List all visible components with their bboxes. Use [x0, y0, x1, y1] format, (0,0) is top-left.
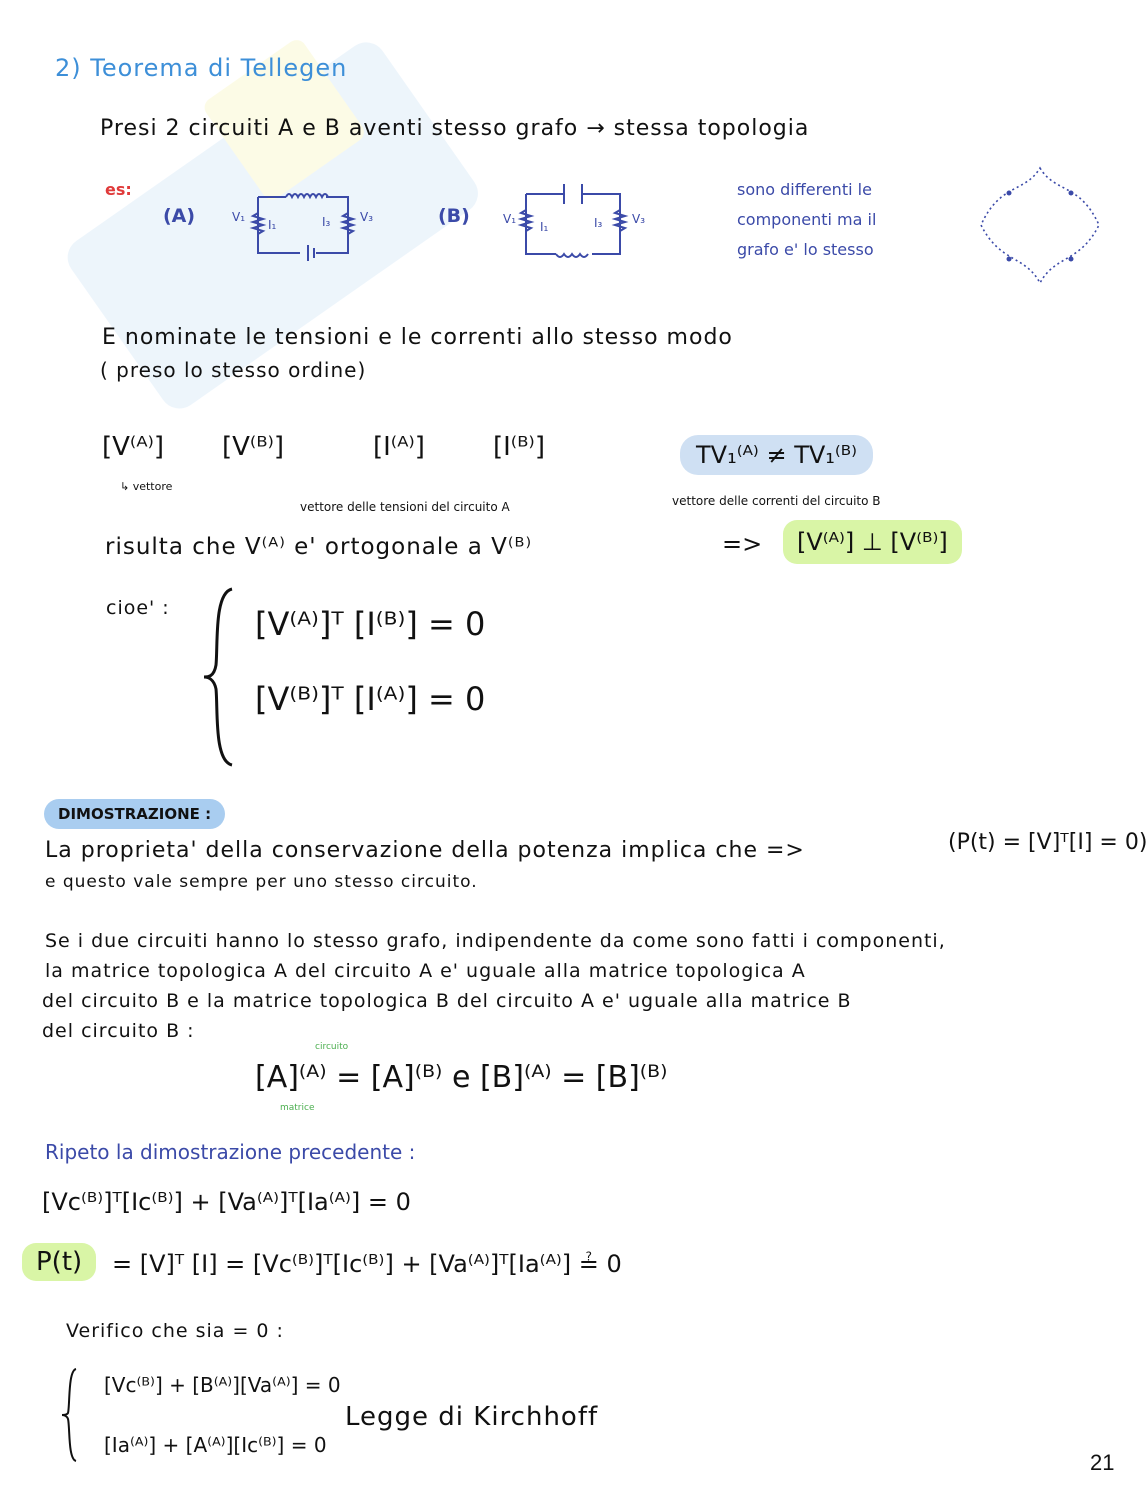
circuit-b-label: (B) [438, 205, 470, 227]
vector-va: [V⁽ᴬ⁾] [102, 432, 165, 462]
proof-line-1: La proprieta' della conservazione della potenza implica che => [45, 838, 805, 863]
power-eq-4: = [V]ᵀ [I] = [Vc⁽ᴮ⁾]ᵀ[Ic⁽ᴮ⁾] + [Va⁽ᴬ⁾]ᵀ[Ia⁽ᴬ⁾] ≟ 0 [112, 1250, 622, 1278]
section-title: 2) Teorema di Tellegen [55, 54, 348, 82]
circuit-a-diagram [228, 185, 378, 265]
proof-line-2: e questo vale sempre per uno stesso circuito. [45, 872, 478, 892]
proof-badge: DIMOSTRAZIONE : [44, 799, 225, 829]
circuit-b-diagram [500, 180, 650, 265]
example-label: es: [105, 180, 132, 199]
naming-line-1: E nominate le tensioni e le correnti allo stesso modo [102, 325, 733, 350]
proof-para-1: Se i due circuiti hanno lo stesso grafo, indipendente da come sono fatti i componenti, [45, 930, 946, 952]
naming-line-2: ( preso lo stesso ordine) [100, 358, 367, 382]
orthogonal-statement: risulta che V⁽ᴬ⁾ e' ortogonale a V⁽ᴮ⁾ [105, 534, 533, 560]
proof-para-3: del circuito B e la matrice topologica B del circuito A e' uguale alla matrice B [42, 990, 852, 1012]
kirchhoff-eq-1: [Vc⁽ᴮ⁾] + [B⁽ᴬ⁾][Va⁽ᴬ⁾] = 0 [104, 1373, 341, 1397]
vettore-note-text: vettore [132, 480, 173, 493]
annot-circuito: circuito [315, 1042, 349, 1052]
matrix-equality: [A]⁽ᴬ⁾ = [A]⁽ᴮ⁾ e [B]⁽ᴬ⁾ = [B]⁽ᴮ⁾ [255, 1060, 668, 1095]
i1-label-b: I₁ [540, 220, 549, 234]
verify-line: Verifico che sia = 0 : [66, 1320, 284, 1342]
v3-label-b: V₃ [632, 212, 646, 226]
kirchhoff-label: Legge di Kirchhoff [345, 1402, 599, 1432]
graph-shape [975, 163, 1105, 288]
circuit-a-label: (A) [163, 205, 196, 227]
proof-para-2: la matrice topologica A del circuito A e' uguale alla matrice topologica A [45, 960, 806, 982]
example-note-1: sono differenti le [737, 180, 872, 199]
i3-label-b: I₃ [594, 216, 603, 230]
orthogonal-result: [V⁽ᴬ⁾] ⊥ [V⁽ᴮ⁾] [783, 520, 962, 564]
kirchhoff-eq-2: [Ia⁽ᴬ⁾] + [A⁽ᴬ⁾][Ic⁽ᴮ⁾] = 0 [104, 1433, 327, 1457]
v1-label-b: V₁ [503, 212, 517, 226]
proof-para-4: del circuito B : [42, 1020, 195, 1042]
cioe-label: cioe' : [106, 597, 170, 619]
example-note-2: componenti ma il [737, 210, 877, 229]
intro-line: Presi 2 circuiti A e B aventi stesso grafo → stessa topologia [100, 116, 810, 141]
brace-kirchhoff [60, 1365, 80, 1465]
repeat-line: Ripeto la dimostrazione precedente : [45, 1140, 416, 1164]
note-current-vector: vettore delle correnti del circuito B [672, 494, 881, 508]
vector-vb: [V⁽ᴮ⁾] [222, 432, 285, 462]
page-number: 21 [1090, 1450, 1115, 1475]
power-formula: (P(t) = [V]ᵀ[I] = 0) [948, 830, 1148, 855]
tellegen-eq-1: [V⁽ᴬ⁾]ᵀ [I⁽ᴮ⁾] = 0 [255, 605, 486, 643]
annot-matrice: matrice [280, 1103, 315, 1113]
vector-ia: [I⁽ᴬ⁾] [373, 432, 425, 462]
v1-label-a: V₁ [232, 210, 246, 224]
i1-label-a: I₁ [268, 218, 277, 232]
inequality-highlight: TV₁⁽ᴬ⁾ ≠ TV₁⁽ᴮ⁾ [680, 435, 873, 475]
implies-arrow: => [722, 530, 763, 558]
brace-symbol [200, 585, 240, 770]
example-note-3: grafo e' lo stesso [737, 240, 874, 259]
tellegen-eq-2: [V⁽ᴮ⁾]ᵀ [I⁽ᴬ⁾] = 0 [255, 680, 486, 718]
power-eq-3: [Vc⁽ᴮ⁾]ᵀ[Ic⁽ᴮ⁾] + [Va⁽ᴬ⁾]ᵀ[Ia⁽ᴬ⁾] = 0 [42, 1188, 411, 1216]
pt-highlight: P(t) [22, 1243, 96, 1281]
vettore-note: ↳ vettore [120, 480, 173, 493]
v3-label-a: V₃ [360, 210, 374, 224]
note-voltage-vector: vettore delle tensioni del circuito A [300, 500, 510, 514]
i3-label-a: I₃ [322, 215, 331, 229]
vector-ib: [I⁽ᴮ⁾] [493, 432, 545, 462]
